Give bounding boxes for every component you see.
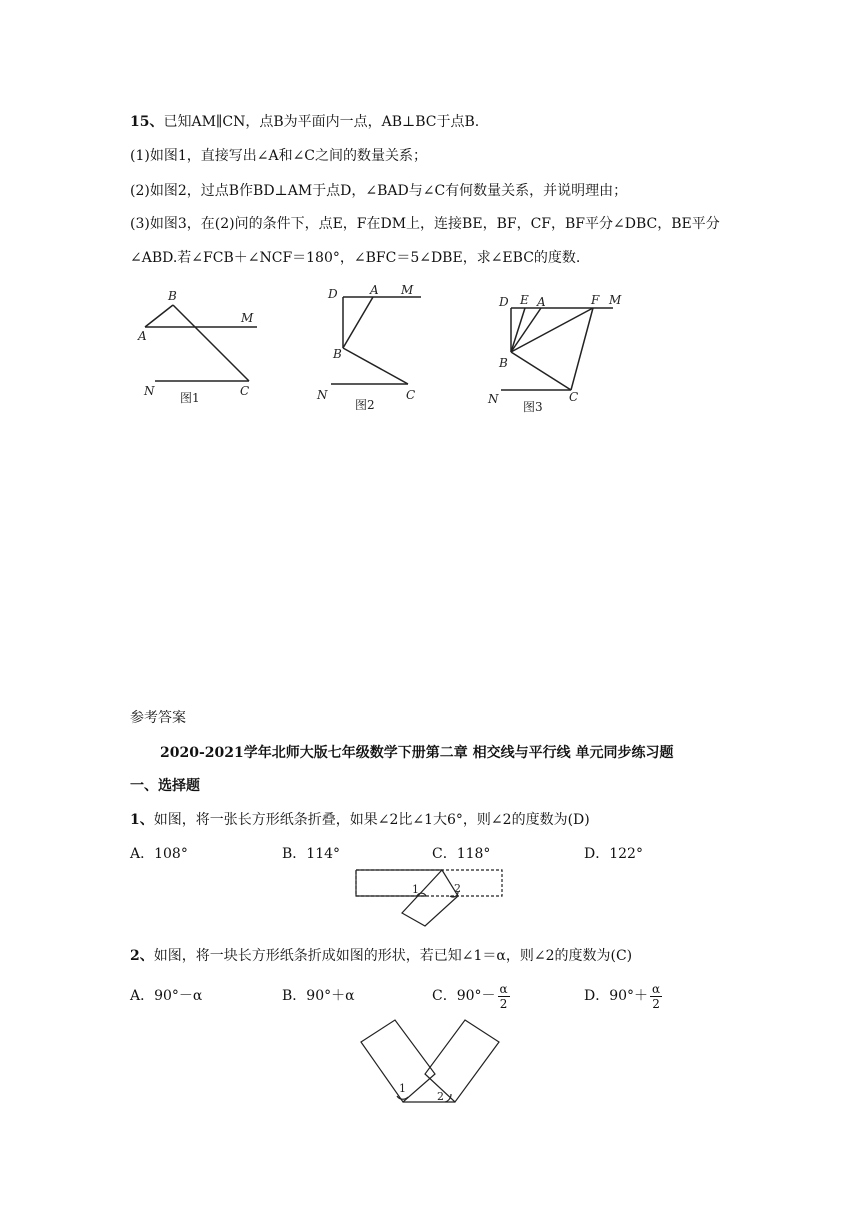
fig3-label-c: C (569, 390, 579, 404)
fig3-label-m: M (609, 293, 622, 307)
q2-option-d-text: D．90°＋ (584, 988, 649, 1004)
fig2-label-a: A (370, 283, 379, 297)
fig1-label-c: C (240, 384, 250, 398)
q2-option-a: A．90°－α (130, 988, 203, 1004)
q15-number: 15、 (130, 114, 164, 130)
fig2-label-d: D (328, 287, 338, 301)
q15-part3-line1: (3)如图3，在(2)问的条件下，点E，F在DM上，连接BE，BF，CF，BF平分∠DBC，BE平分 (130, 216, 720, 232)
segment-ab (343, 297, 373, 348)
q1-option-c: C．118° (432, 846, 491, 862)
q2-stem: 如图，将一块长方形纸条折成如图的形状，若已知∠1＝α，则∠2的度数为(C) (153, 948, 633, 964)
fig2-caption: 图2 (355, 398, 375, 410)
fig2-label-n: N (317, 388, 328, 402)
q1-option-d: D．122° (584, 846, 643, 862)
fig3-label-e: E (520, 293, 529, 307)
section-heading: 一、选择题 (130, 778, 200, 794)
q15-stem: 已知AM∥CN，点B为平面内一点，AB⊥BC于点B. (163, 114, 480, 130)
figure-2 (313, 282, 428, 410)
segment-cf (571, 308, 593, 390)
fig2-label-b: B (333, 347, 342, 361)
q2-stem-line (130, 946, 632, 966)
strip-dashed-outline (356, 870, 502, 896)
q2-option-d-fraction (650, 982, 662, 1011)
q1-angle-label-1: 1 (412, 883, 419, 896)
answers-heading: 参考答案 (130, 710, 186, 726)
fig1-label-b: B (168, 289, 177, 303)
segment-bc (173, 305, 249, 381)
q1-figure (352, 864, 507, 932)
fig3-label-a: A (537, 295, 546, 309)
left-strip (361, 1020, 435, 1102)
q1-stem: 如图，将一张长方形纸条折叠，如果∠2比∠1大6°，则∠2的度数为(D) (153, 812, 590, 828)
q15-stem-line (130, 112, 479, 132)
q1-stem-line (130, 810, 590, 830)
segment-ab (145, 305, 173, 327)
q2-option-c-fraction (498, 982, 510, 1011)
fraction-denominator: 2 (652, 996, 660, 1011)
segment-ba (511, 308, 541, 352)
q2-number: 2、 (130, 948, 154, 964)
q2-figure (355, 1016, 505, 1106)
segment-bc (343, 348, 408, 384)
q2-angle-label-1: 1 (399, 1082, 406, 1095)
q1-number: 1、 (130, 812, 154, 828)
answers-title: 2020-2021学年北师大版七年级数学下册第二章 相交线与平行线 单元同步练习题 (160, 745, 674, 761)
q2-option-c-text: C．90°－ (432, 988, 496, 1004)
figure-1 (135, 285, 265, 410)
fig1-label-a: A (138, 329, 147, 343)
q1-option-a: A．108° (130, 846, 188, 862)
q1-angle-label-2: 2 (454, 882, 461, 895)
fig1-label-n: N (144, 384, 155, 398)
fig3-label-d: D (499, 295, 509, 309)
q15-part1: (1)如图1，直接写出∠A和∠C之间的数量关系； (130, 148, 428, 164)
figure-3 (485, 290, 630, 415)
fig3-caption: 图3 (523, 400, 543, 414)
q2-angle-label-2: 2 (437, 1090, 444, 1103)
segment-bc (511, 352, 571, 390)
folded-strip (402, 870, 458, 926)
fig3-label-b: B (499, 356, 508, 370)
fraction-numerator: α (499, 981, 508, 996)
fig1-label-m: M (241, 311, 254, 325)
fig2-label-c: C (406, 388, 416, 402)
fig1-caption: 图1 (180, 391, 200, 405)
fraction-denominator: 2 (499, 996, 508, 1011)
q1-option-b: B．114° (282, 846, 341, 862)
fig3-label-n: N (488, 392, 499, 406)
fig3-label-f: F (591, 293, 600, 307)
q2-option-d (584, 976, 662, 1016)
q15-part3-line2: ∠ABD.若∠FCB＋∠NCF＝180°，∠BFC＝5∠DBE，求∠EBC的度数. (130, 250, 581, 266)
fraction-numerator: α (652, 981, 661, 996)
q15-part2: (2)如图2，过点B作BD⊥AM于点D，∠BAD与∠C有何数量关系，并说明理由； (130, 183, 628, 199)
q2-option-b: B．90°＋α (282, 988, 355, 1004)
fig2-label-m: M (401, 283, 414, 297)
q2-option-c (432, 976, 510, 1016)
